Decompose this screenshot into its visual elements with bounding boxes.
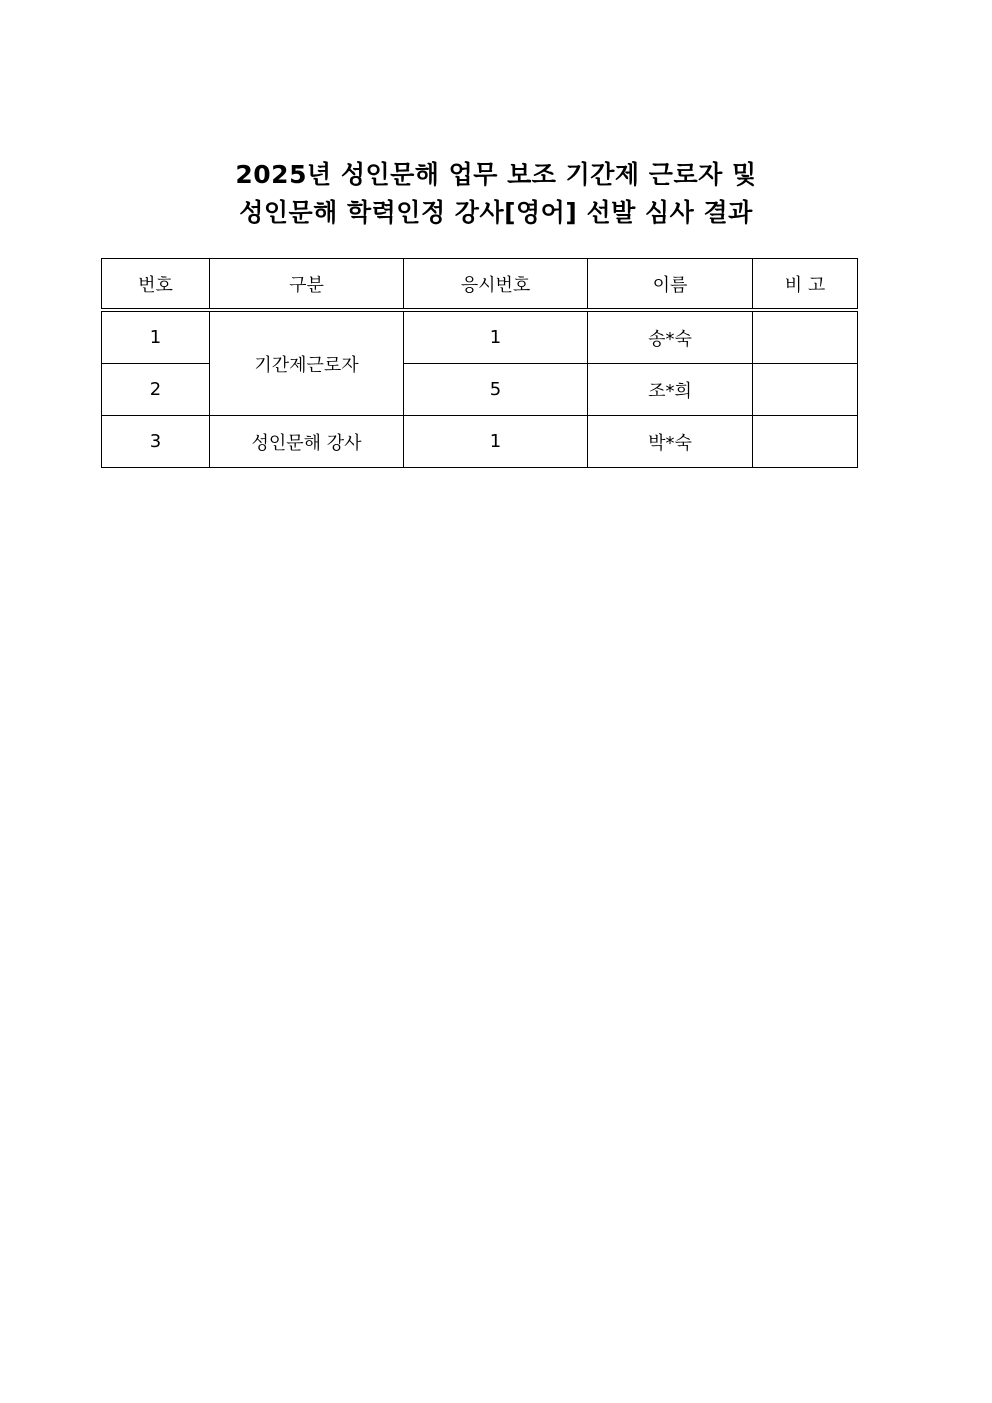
cell-category: 기간제근로자: [210, 310, 404, 416]
header-exam-no: 응시번호: [404, 259, 588, 311]
cell-category: 성인문해 강사: [210, 416, 404, 468]
header-note: 비 고: [753, 259, 858, 311]
table-row: [102, 416, 858, 468]
cell-note: [753, 416, 858, 468]
cell-note: [753, 364, 858, 416]
cell-name: 송*숙: [588, 310, 753, 364]
title-line-1: 2025년 성인문해 업무 보조 기간제 근로자 및: [235, 160, 757, 189]
cell-no: 1: [102, 310, 210, 364]
header-category: 구분: [210, 259, 404, 311]
header-no: 번호: [102, 259, 210, 311]
cell-name: 조*희: [588, 364, 753, 416]
results-table: [101, 258, 858, 468]
cell-exam-no: 5: [404, 364, 588, 416]
cell-name: 박*숙: [588, 416, 753, 468]
cell-exam-no: 1: [404, 416, 588, 468]
cell-exam-no: 1: [404, 310, 588, 364]
table-header-row: [102, 259, 858, 311]
cell-no: 3: [102, 416, 210, 468]
cell-no: 2: [102, 364, 210, 416]
header-name: 이름: [588, 259, 753, 311]
document-title: [0, 156, 992, 232]
title-line-2: 성인문해 학력인정 강사[영어] 선발 심사 결과: [239, 198, 753, 227]
table-row: [102, 310, 858, 364]
cell-note: [753, 310, 858, 364]
